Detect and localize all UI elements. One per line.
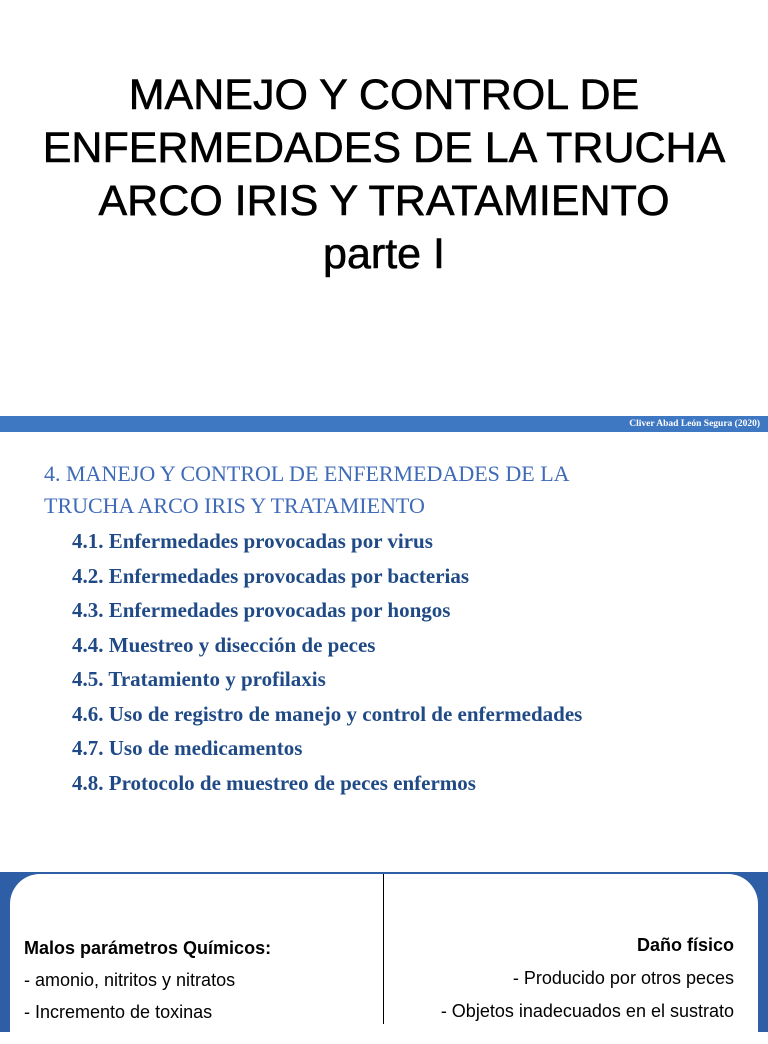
index-slide xyxy=(0,416,768,836)
topic-list xyxy=(72,524,582,800)
topic-item: 4.3. Enfermedades provocadas por hongos xyxy=(72,598,451,622)
topic-item: 4.8. Protocolo de muestreo de peces enfermos xyxy=(72,770,476,795)
title-slide xyxy=(0,0,768,416)
title-line: MANEJO Y CONTROL DE xyxy=(128,70,640,119)
title-line: ENFERMEDADES DE LA TRUCHA xyxy=(42,123,726,172)
title-subtitle: parte I xyxy=(323,229,445,278)
topic-item: 4.1. Enfermedades provocadas por virus xyxy=(72,529,433,553)
topic-item: 4.6. Uso de registro de manejo y control de enfermedades xyxy=(72,701,583,726)
section-heading-line: TRUCHA ARCO IRIS Y TRATAMIENTO xyxy=(44,493,425,518)
title-line: ARCO IRIS Y TRATAMIENTO xyxy=(98,176,670,225)
section-heading xyxy=(44,458,744,522)
topic-item: 4.2. Enfermedades provocadas por bacterias xyxy=(72,563,470,588)
topic-item: 4.5. Tratamiento y profilaxis xyxy=(72,667,326,691)
physical-damage-column xyxy=(374,928,734,1028)
header-bar xyxy=(0,416,768,432)
section-heading-line: 4. MANEJO Y CONTROL DE ENFERMEDADES DE LA xyxy=(44,461,570,486)
topic-item: 4.4. Muestreo y disección de peces xyxy=(72,632,376,657)
author-credit: Cliver Abad León Segura (2020) xyxy=(629,419,760,429)
column-line: - amonio, nitritos y nitratos xyxy=(24,970,236,990)
column-title: Daño físico xyxy=(636,935,734,955)
causes-slide xyxy=(0,836,768,1024)
column-line: - Producido por otros peces xyxy=(512,968,734,988)
chemical-parameters-column xyxy=(24,932,374,1028)
column-line: - Objetos inadecuados en el sustrato xyxy=(440,1001,734,1021)
column-title: Malos parámetros Químicos: xyxy=(24,938,272,958)
document-title xyxy=(0,69,768,281)
topic-item: 4.7. Uso de medicamentos xyxy=(72,736,303,760)
column-line: - Incremento de toxinas xyxy=(24,1002,213,1022)
